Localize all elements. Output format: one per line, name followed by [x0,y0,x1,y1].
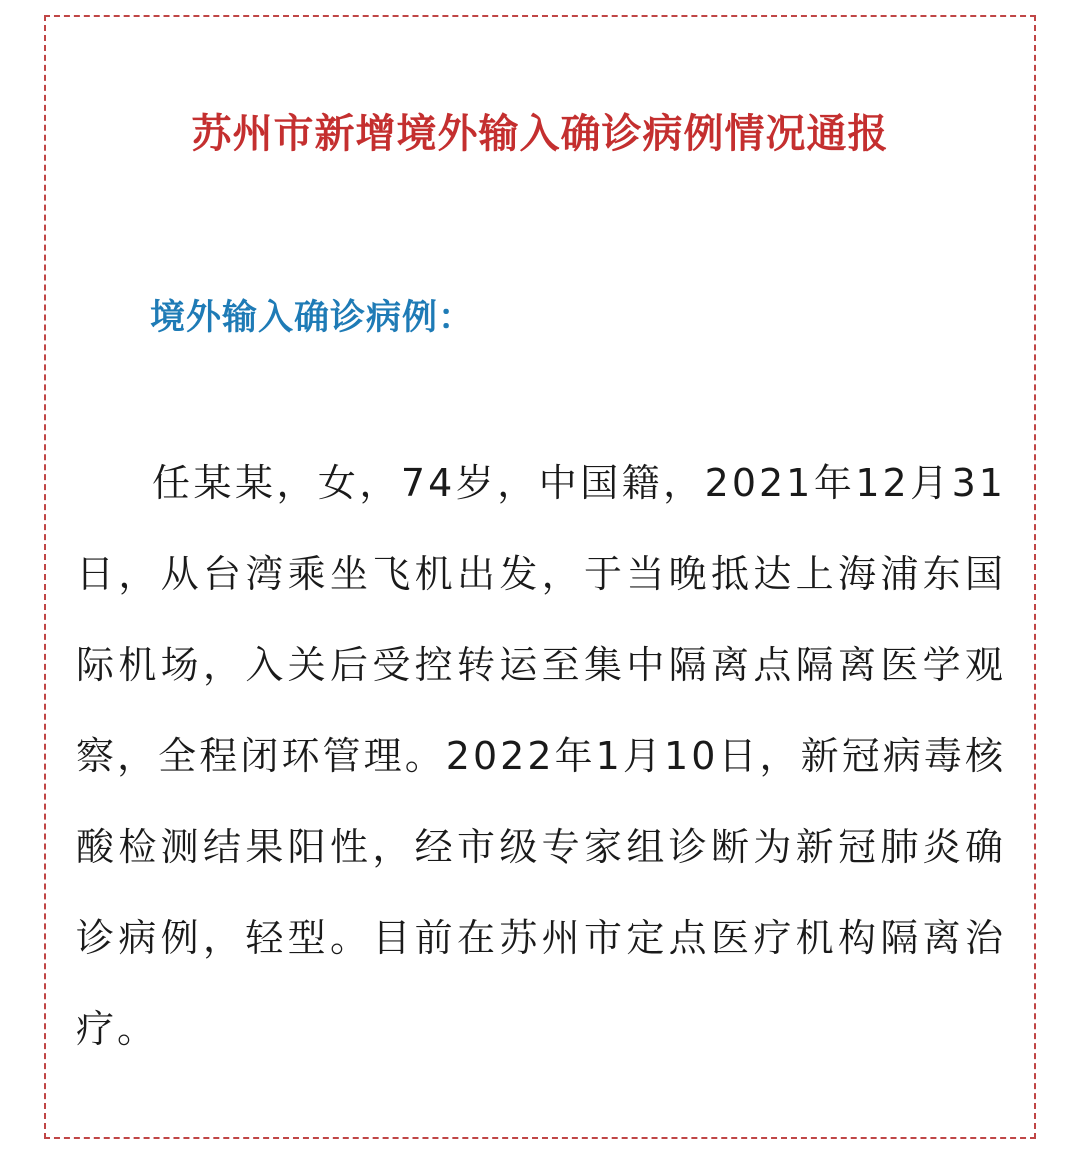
notice-title: 苏州市新增境外输入确诊病例情况通报 [191,111,889,157]
case-description: 任某某，女，74岁，中国籍，2021年12月31日，从台湾乘坐飞机出发，于当晚抵达上海浦东国际机场，入关后受控转运至集中隔离点隔离医学观察，全程闭环管理。2022年1月10日，新冠病毒核酸检测结果阳性，经市级专家组诊断为新冠肺炎确诊病例，轻型。目前在苏州市定点医疗机构隔离治疗。 [76,461,1006,1051]
section-heading: 境外输入确诊病例： [150,298,475,338]
